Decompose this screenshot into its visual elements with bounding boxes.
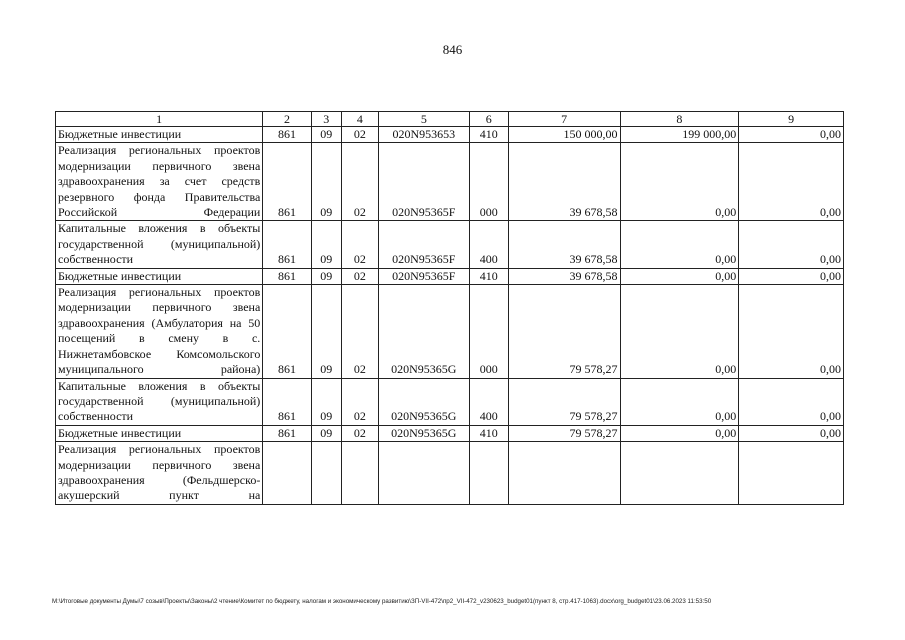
table-row [56, 285, 844, 378]
cell-target-code: 020N95365F [379, 143, 470, 221]
cell-amount-3: 0,00 [739, 425, 844, 441]
budget-table [55, 111, 844, 505]
cell-amount-2: 0,00 [620, 143, 739, 221]
row-name: Капитальные вложения в объекты государственной (муниципальной) собственности [56, 378, 263, 425]
cell-amount-2 [620, 442, 739, 505]
cell-amount-1: 39 678,58 [508, 221, 620, 268]
table-row [56, 143, 844, 221]
cell-code: 861 [263, 285, 311, 378]
cell-amount-1: 150 000,00 [508, 127, 620, 143]
column-header: 1 [56, 112, 263, 127]
cell-code: 861 [263, 378, 311, 425]
row-name: Бюджетные инвестиции [56, 127, 263, 143]
table-row [56, 268, 844, 284]
row-name: Бюджетные инвестиции [56, 268, 263, 284]
cell-expense-type: 400 [469, 221, 508, 268]
cell-amount-1 [508, 442, 620, 505]
cell-amount-3 [739, 442, 844, 505]
cell-expense-type [469, 442, 508, 505]
cell-subsection: 02 [341, 285, 378, 378]
cell-amount-2: 0,00 [620, 221, 739, 268]
table-row [56, 425, 844, 441]
table-row [56, 127, 844, 143]
cell-amount-2: 0,00 [620, 378, 739, 425]
cell-expense-type: 400 [469, 378, 508, 425]
cell-code [263, 442, 311, 505]
row-name: Капитальные вложения в объекты государственной (муниципальной) собственности [56, 221, 263, 268]
cell-amount-3: 0,00 [739, 268, 844, 284]
cell-amount-1: 79 578,27 [508, 285, 620, 378]
table-header-row [56, 112, 844, 127]
cell-target-code: 020N95365F [379, 268, 470, 284]
document-path-footer: М:\Итоговые документы Думы\7 созыв\Проекты\Законы\2 чтение\Комитет по бюджету, налогам и экономическому развитию\ЗП-VII-472\пр2_VII-472_v230623_budget01(пункт 8, стр.417-1063).docx\org_budget01\23.06.2023 11:53:50 [52, 598, 712, 605]
cell-amount-2: 0,00 [620, 425, 739, 441]
cell-amount-2: 0,00 [620, 268, 739, 284]
cell-section: 09 [311, 143, 341, 221]
column-header: 9 [739, 112, 844, 127]
cell-section: 09 [311, 378, 341, 425]
cell-amount-3: 0,00 [739, 221, 844, 268]
cell-amount-3: 0,00 [739, 143, 844, 221]
cell-target-code: 020N95365G [379, 285, 470, 378]
table-row [56, 442, 844, 505]
cell-expense-type: 000 [469, 285, 508, 378]
cell-section: 09 [311, 221, 341, 268]
cell-subsection: 02 [341, 268, 378, 284]
cell-subsection: 02 [341, 425, 378, 441]
cell-expense-type: 410 [469, 127, 508, 143]
table-row [56, 378, 844, 425]
cell-subsection: 02 [341, 127, 378, 143]
cell-expense-type: 410 [469, 268, 508, 284]
table-body [56, 112, 844, 505]
cell-subsection: 02 [341, 221, 378, 268]
cell-target-code: 020N95365F [379, 221, 470, 268]
cell-code: 861 [263, 221, 311, 268]
cell-target-code [379, 442, 470, 505]
cell-subsection: 02 [341, 143, 378, 221]
cell-subsection: 02 [341, 378, 378, 425]
cell-section: 09 [311, 425, 341, 441]
cell-expense-type: 000 [469, 143, 508, 221]
column-header: 4 [341, 112, 378, 127]
cell-code: 861 [263, 268, 311, 284]
cell-amount-3: 0,00 [739, 127, 844, 143]
cell-section: 09 [311, 268, 341, 284]
cell-amount-1: 39 678,58 [508, 143, 620, 221]
column-header: 6 [469, 112, 508, 127]
cell-amount-1: 39 678,58 [508, 268, 620, 284]
cell-target-code: 020N95365G [379, 378, 470, 425]
column-header: 8 [620, 112, 739, 127]
column-header: 3 [311, 112, 341, 127]
cell-expense-type: 410 [469, 425, 508, 441]
cell-code: 861 [263, 127, 311, 143]
cell-section: 09 [311, 285, 341, 378]
cell-target-code: 020N953653 [379, 127, 470, 143]
row-name: Реализация региональных проектов модернизации первичного звена здравоохранения (Амбулатория на 50 посещений в смену в с. Нижнетамбовское Комсомольского муниципального района) [56, 285, 263, 378]
column-header: 2 [263, 112, 311, 127]
column-header: 7 [508, 112, 620, 127]
cell-amount-2: 199 000,00 [620, 127, 739, 143]
cell-target-code: 020N95365G [379, 425, 470, 441]
cell-amount-1: 79 578,27 [508, 425, 620, 441]
cell-subsection [341, 442, 378, 505]
cell-code: 861 [263, 425, 311, 441]
cell-amount-1: 79 578,27 [508, 378, 620, 425]
row-name: Реализация региональных проектов модернизации первичного звена здравоохранения (Фельдшерско-акушерский пункт на [56, 442, 263, 505]
row-name: Бюджетные инвестиции [56, 425, 263, 441]
cell-amount-2: 0,00 [620, 285, 739, 378]
row-name: Реализация региональных проектов модернизации первичного звена здравоохранения за счет средств резервного фонда Правительства Российской Федерации [56, 143, 263, 221]
table-row [56, 221, 844, 268]
cell-amount-3: 0,00 [739, 378, 844, 425]
cell-section: 09 [311, 127, 341, 143]
column-header: 5 [379, 112, 470, 127]
page-number: 846 [442, 42, 463, 57]
cell-code: 861 [263, 143, 311, 221]
cell-section [311, 442, 341, 505]
cell-amount-3: 0,00 [739, 285, 844, 378]
